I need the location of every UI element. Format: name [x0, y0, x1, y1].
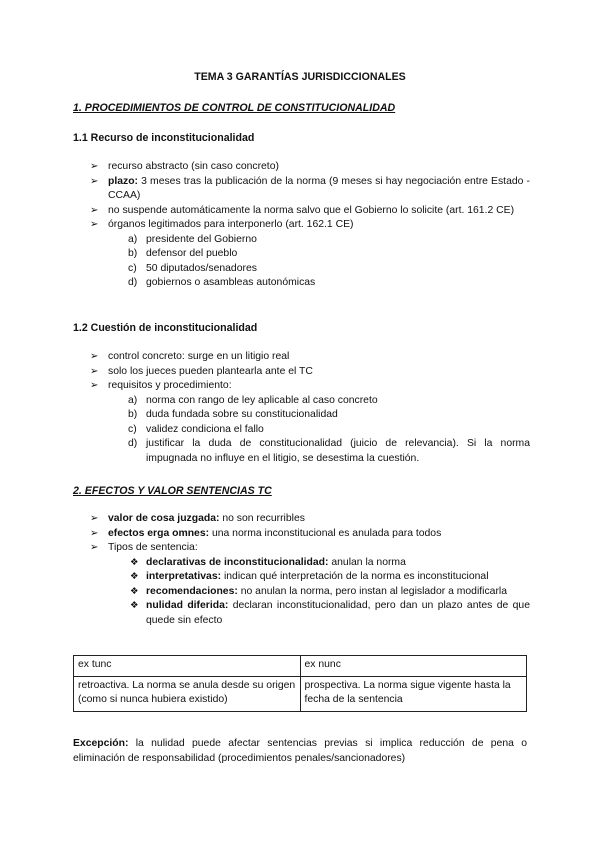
diamond-bullet-icon: ❖ [130, 585, 139, 597]
list-item: ❖ declarativas de inconstitucionalidad: anulan la norma [130, 556, 530, 571]
sub1-list [90, 160, 530, 291]
arrow-bullet-icon: ➢ [90, 513, 99, 524]
list-item: d) justificar la duda de constitucionalidad (juicio de relevancia). Si la norma impugnada no influye en el litigio, se desestima la cuestión. [128, 438, 530, 464]
list-item: ❖ interpretativas: indican qué interpretación de la norma es inconstitucional [130, 570, 530, 585]
arrow-bullet-icon: ➢ [90, 380, 99, 391]
list-item: a) presidente del Gobierno [128, 233, 257, 245]
arrow-bullet-icon: ➢ [90, 161, 99, 172]
sub1-heading: 1.1 Recurso de inconstitucionalidad [73, 132, 255, 144]
list-item: ➢ Tipos de sentencia: ❖ declarativas de inconstitucionalidad: anulan la norma ❖ interpretativas: indican qué interpretación de la norma es inconstitucional ❖ recomendaciones: no anulan la norma, pero instan al legislador a modificarla ❖ nulidad diferida: declaran inconstitucionalidad, pero dan un plazo antes de que quede sin efecto [90, 541, 530, 628]
organos-list [108, 233, 530, 291]
section2-list [90, 512, 530, 628]
list-item: ➢ no suspende automáticamente la norma salvo que el Gobierno lo solicite (art. 161.2 CE) [90, 204, 530, 219]
sub2-list [90, 350, 530, 466]
arrow-bullet-icon: ➢ [90, 219, 99, 230]
table-cell: retroactiva. La norma se anula desde su origen (como si nunca hubiera existido) [74, 676, 301, 711]
table-header-row [74, 656, 527, 677]
list-item: ➢ valor de cosa juzgada: no son recurribles [90, 512, 530, 527]
arrow-bullet-icon: ➢ [90, 351, 99, 362]
effects-table [73, 655, 527, 712]
arrow-bullet-icon: ➢ [90, 365, 99, 377]
list-item: ➢ recurso abstracto (sin caso concreto) [90, 160, 530, 175]
list-item: b) defensor del pueblo [128, 248, 238, 259]
list-item: ➢ control concreto: surge en un litigio real [90, 350, 530, 365]
diamond-bullet-icon: ❖ [130, 556, 139, 568]
tipos-list [108, 556, 530, 629]
diamond-bullet-icon: ❖ [130, 571, 139, 582]
list-item: ➢ solo los jueces pueden plantearla ante el TC [90, 365, 530, 380]
table-header-cell: ex nunc [300, 656, 527, 677]
list-item: ➢ efectos erga omnes: una norma inconstitucional es anulada para todos [90, 527, 530, 542]
requisitos-list [108, 394, 530, 467]
section2-heading: 2. EFECTOS Y VALOR SENTENCIAS TC [73, 485, 272, 497]
list-item: ❖ recomendaciones: no anulan la norma, pero instan al legislador a modificarla [130, 585, 530, 600]
list-item: ➢ requisitos y procedimiento: a) norma con rango de ley aplicable al caso concreto b) duda fundada sobre su constitucionalidad c) validez condiciona el fallo d) justificar la duda de constitucionalidad (juicio de relevancia). Si la norma impugnada no influye en el litigio, se desestima la cuestión. [90, 379, 530, 466]
table-row [74, 676, 527, 711]
arrow-bullet-icon: ➢ [90, 542, 99, 553]
sub2-heading: 1.2 Cuestión de inconstitucionalidad [73, 322, 258, 334]
exception-note: Excepción: la nulidad puede afectar sentencias previas si implica reducción de pena o eliminación de responsabilidad (procedimientos penales/sancionadores) [73, 738, 527, 764]
arrow-bullet-icon: ➢ [90, 204, 99, 216]
table-cell: prospectiva. La norma sigue vigente hasta la fecha de la sentencia [300, 676, 527, 711]
arrow-bullet-icon: ➢ [90, 175, 99, 187]
page-title: TEMA 3 GARANTÍAS JURISDICCIONALES [194, 71, 406, 83]
list-item: d) gobiernos o asambleas autonómicas [128, 277, 316, 288]
list-item: ❖ nulidad diferida: declaran inconstitucionalidad, pero dan un plazo antes de que quede sin efecto [130, 600, 530, 626]
arrow-bullet-icon: ➢ [90, 527, 99, 539]
list-item: b) duda fundada sobre su constitucionalidad [128, 409, 338, 420]
table-header-cell: ex tunc [74, 656, 301, 677]
list-item: c) validez condiciona el fallo [128, 423, 264, 435]
list-item: ➢ plazo: 3 meses tras la publicación de la norma (9 meses si hay negociación entre Estado - CCAA) [90, 175, 530, 201]
section1-heading: 1. PROCEDIMIENTOS DE CONTROL DE CONSTITUCIONALIDAD [73, 102, 396, 114]
list-item: a) norma con rango de ley aplicable al caso concreto [128, 394, 378, 406]
list-item: ➢ órganos legitimados para interponerlo (art. 162.1 CE) a) presidente del Gobierno b) defensor del pueblo c) 50 diputados/senadores d) gobiernos o asambleas autonómicas [90, 218, 530, 291]
list-item: c) 50 diputados/senadores [128, 262, 257, 274]
diamond-bullet-icon: ❖ [130, 600, 139, 611]
